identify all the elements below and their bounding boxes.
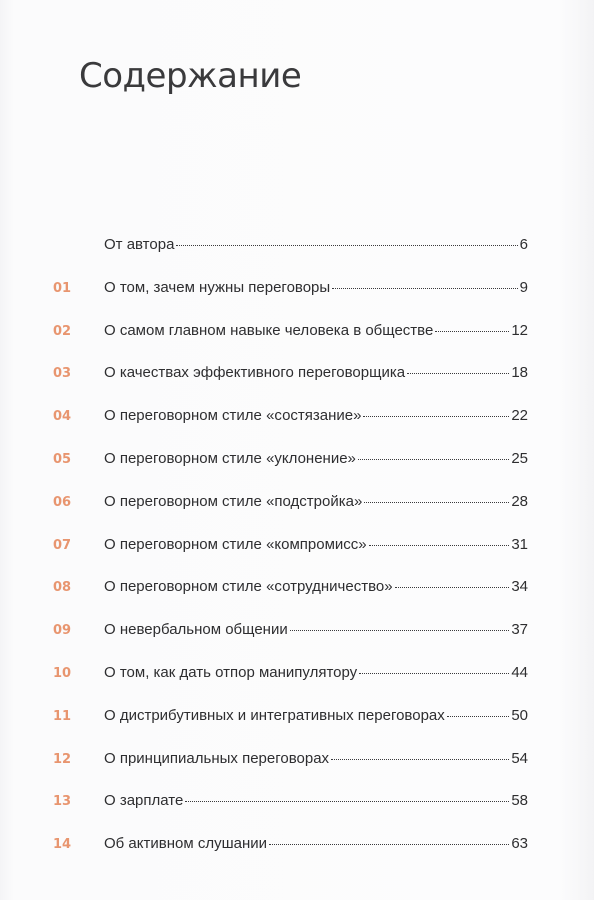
dot-leader [364, 502, 509, 503]
toc-entry [0, 322, 594, 346]
dot-leader [447, 716, 510, 717]
toc-entry [0, 279, 594, 303]
page-number: 34 [511, 578, 528, 596]
chapter-number: 04 [53, 409, 72, 425]
page-number: 37 [511, 621, 528, 639]
dot-leader [407, 373, 509, 374]
chapter-number: 12 [53, 751, 72, 767]
toc-entry-line [104, 364, 528, 381]
toc-entry-line [104, 621, 528, 638]
toc-entry [0, 792, 594, 816]
page-number: 31 [511, 535, 528, 553]
dot-leader [363, 416, 509, 417]
page-title: Содержание [79, 56, 302, 96]
chapter-title: О переговорном стиле «сотрудничество» [104, 578, 393, 596]
chapter-number: 03 [53, 366, 72, 382]
dot-leader [359, 673, 509, 674]
toc-entry-line [104, 322, 528, 339]
toc-entry-line [104, 835, 528, 852]
toc-entry [0, 493, 594, 517]
chapter-number: 05 [53, 452, 72, 467]
chapter-number: 06 [53, 494, 72, 510]
chapter-title: Об активном слушании [104, 835, 267, 853]
chapter-title: О переговорном стиле «уклонение» [104, 450, 356, 467]
page-number: 28 [511, 492, 528, 510]
toc-entry [0, 578, 594, 602]
page-number: 54 [511, 749, 528, 767]
toc-entry [0, 664, 594, 688]
toc-entry-line [104, 792, 528, 809]
page-number: 18 [511, 364, 528, 382]
chapter-number: 07 [53, 537, 72, 553]
chapter-number: 14 [53, 837, 72, 853]
chapter-title: О переговорном стиле «подстройка» [104, 492, 363, 510]
dot-leader [369, 545, 510, 546]
page-number: 50 [511, 706, 528, 724]
toc-entry-line [104, 536, 528, 553]
dot-leader [358, 459, 509, 460]
toc-entry [0, 835, 594, 859]
chapter-number: 01 [53, 280, 72, 296]
page-number: 44 [511, 664, 528, 681]
dot-leader [435, 331, 509, 332]
chapter-number: 10 [53, 666, 72, 681]
toc-entry-line [104, 578, 528, 595]
chapter-title: О том, зачем нужны переговоры [104, 278, 331, 296]
toc-entry-line [104, 407, 528, 424]
toc-entry [0, 536, 594, 560]
toc-entry [0, 750, 594, 774]
chapter-title: О дистрибутивных и интегративных переговорах [104, 706, 445, 724]
dot-leader [269, 844, 509, 845]
toc-entry-line [104, 664, 528, 681]
toc-entry [0, 450, 594, 474]
toc-entry [0, 364, 594, 388]
page-number: 25 [511, 450, 528, 467]
chapter-title: О невербальном общении [104, 621, 288, 639]
toc-entry-line [104, 750, 528, 767]
toc-entry-line [104, 236, 528, 253]
chapter-number: 13 [53, 794, 72, 810]
chapter-number: 02 [53, 323, 72, 339]
chapter-title: О зарплате [104, 792, 184, 810]
chapter-number: 11 [53, 708, 72, 724]
toc-entry-line [104, 450, 528, 467]
dot-leader [185, 801, 509, 802]
chapter-number: 08 [53, 580, 72, 596]
dot-leader [332, 288, 517, 289]
dot-leader [395, 587, 510, 588]
toc-entry-line [104, 493, 528, 510]
chapter-title: О принципиальных переговорах [104, 749, 330, 767]
toc-entry-line [104, 279, 528, 296]
chapter-number: 09 [53, 623, 72, 639]
chapter-title: О качествах эффективного переговорщика [104, 364, 406, 382]
page-number: 6 [519, 236, 528, 253]
chapter-title: От автора [104, 236, 175, 253]
dot-leader [290, 630, 510, 631]
toc-entry [0, 407, 594, 431]
toc-entry [0, 621, 594, 645]
toc-entry [0, 707, 594, 731]
chapter-title: О самом главном навыке человека в обществе [104, 321, 434, 339]
page-number: 58 [511, 792, 528, 810]
chapter-title: О переговорном стиле «компромисс» [104, 535, 367, 553]
toc-entry-line [104, 707, 528, 724]
toc-entry [0, 236, 594, 260]
chapter-title: О переговорном стиле «состязание» [104, 407, 362, 425]
chapter-title: О том, как дать отпор манипулятору [104, 664, 358, 681]
dot-leader [176, 245, 517, 246]
page-number: 22 [511, 407, 528, 425]
page-number: 12 [511, 321, 528, 339]
page-number: 63 [511, 835, 528, 853]
dot-leader [331, 759, 509, 760]
page-number: 9 [519, 278, 528, 296]
